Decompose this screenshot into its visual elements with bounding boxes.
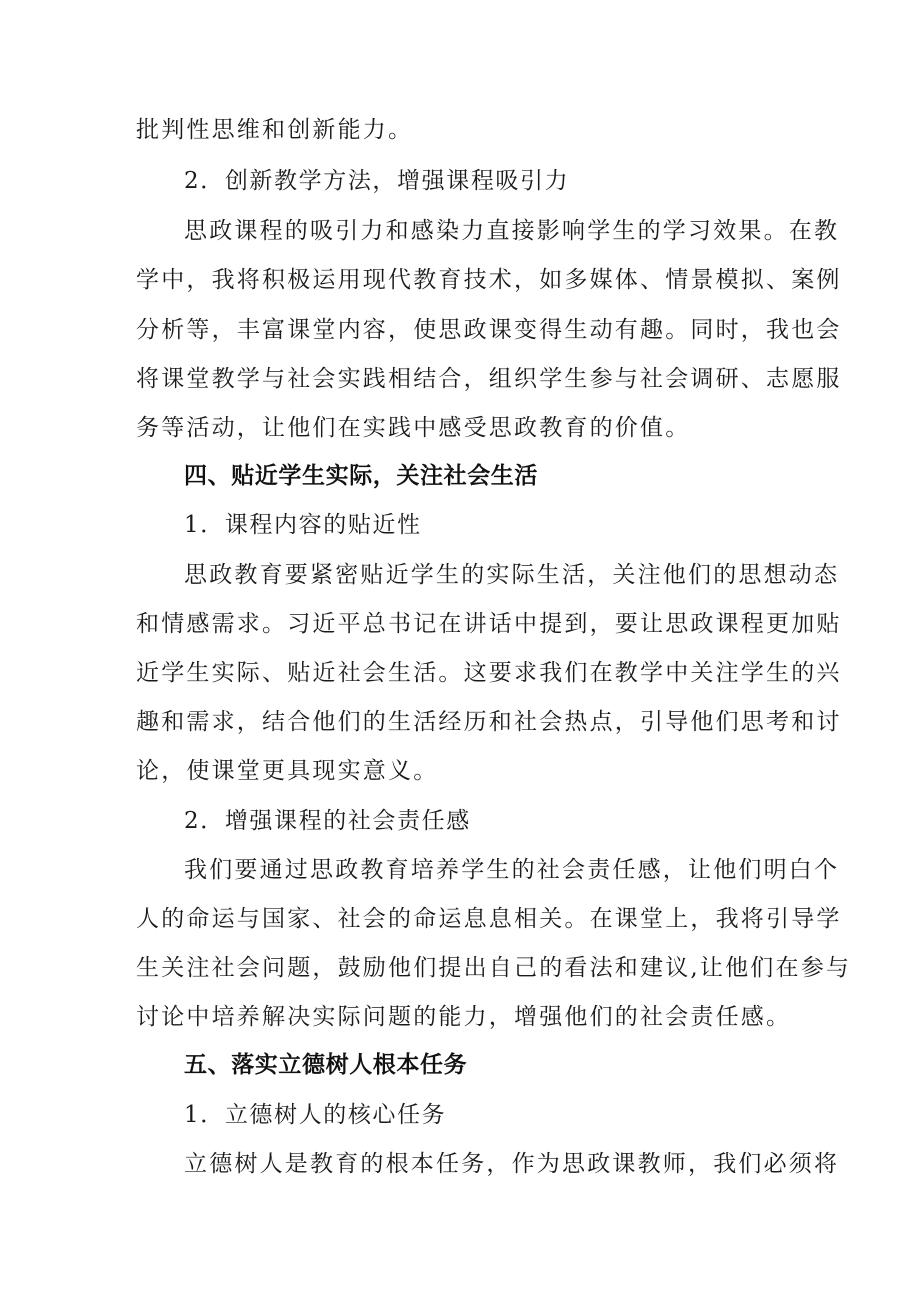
paragraph-text-line: 人的命运与国家、社会的命运息息相关。在课堂上，我将引导学 [136,906,842,932]
subheading-1-course-relevance: 1．课程内容的贴近性 [184,512,422,538]
paragraph-text-line: 论，使课堂更具现实意义。 [136,758,439,784]
subheading-2-teaching-methods: 2．创新教学方法，增强课程吸引力 [184,168,570,194]
paragraph-text-line: 和情感需求。习近平总书记在讲话中提到，要让思政课程更加贴 [136,611,842,637]
paragraph-text-line: 思政课程的吸引力和感染力直接影响学生的学习效果。在教 [184,218,840,244]
paragraph-text-line: 务等活动，让他们在实践中感受思政教育的价值。 [136,415,691,441]
paragraph-text-line: 趣和需求，结合他们的生活经历和社会热点，引导他们思考和讨 [136,709,842,735]
paragraph-text-line: 学中，我将积极运用现代教育技术，如多媒体、情景模拟、案例 [136,267,842,293]
paragraph-text-line: 生关注社会问题，鼓励他们提出自己的看法和建议,让他们在参与 [136,955,852,981]
subheading-2-social-responsibility: 2．增强课程的社会责任感 [184,808,471,834]
paragraph-text-line: 近学生实际、贴近社会生活。这要求我们在教学中关注学生的兴 [136,660,842,686]
paragraph-text-line: 将课堂教学与社会实践相结合，组织学生参与社会调研、志愿服 [136,366,842,392]
paragraph-text-line: 分析等，丰富课堂内容，使思政课变得生动有趣。同时，我也会 [136,317,842,343]
paragraph-text-line: 批判性思维和创新能力。 [136,117,414,143]
paragraph-text-line: 思政教育要紧密贴近学生的实际生活，关注他们的思想动态 [184,562,840,588]
subheading-1-core-task: 1．立德树人的核心任务 [184,1102,447,1128]
section-heading-5: 五、落实立德树人根本任务 [184,1052,468,1078]
paragraph-text-line: 立德树人是教育的根本任务，作为思政课教师，我们必须将 [184,1151,840,1177]
paragraph-text-line: 讨论中培养解决实际问题的能力，增强他们的社会责任感。 [136,1004,792,1030]
section-heading-4: 四、贴近学生实际，关注社会生活 [184,463,538,489]
paragraph-text-line: 我们要通过思政教育培养学生的社会责任感，让他们明白个 [184,857,840,883]
